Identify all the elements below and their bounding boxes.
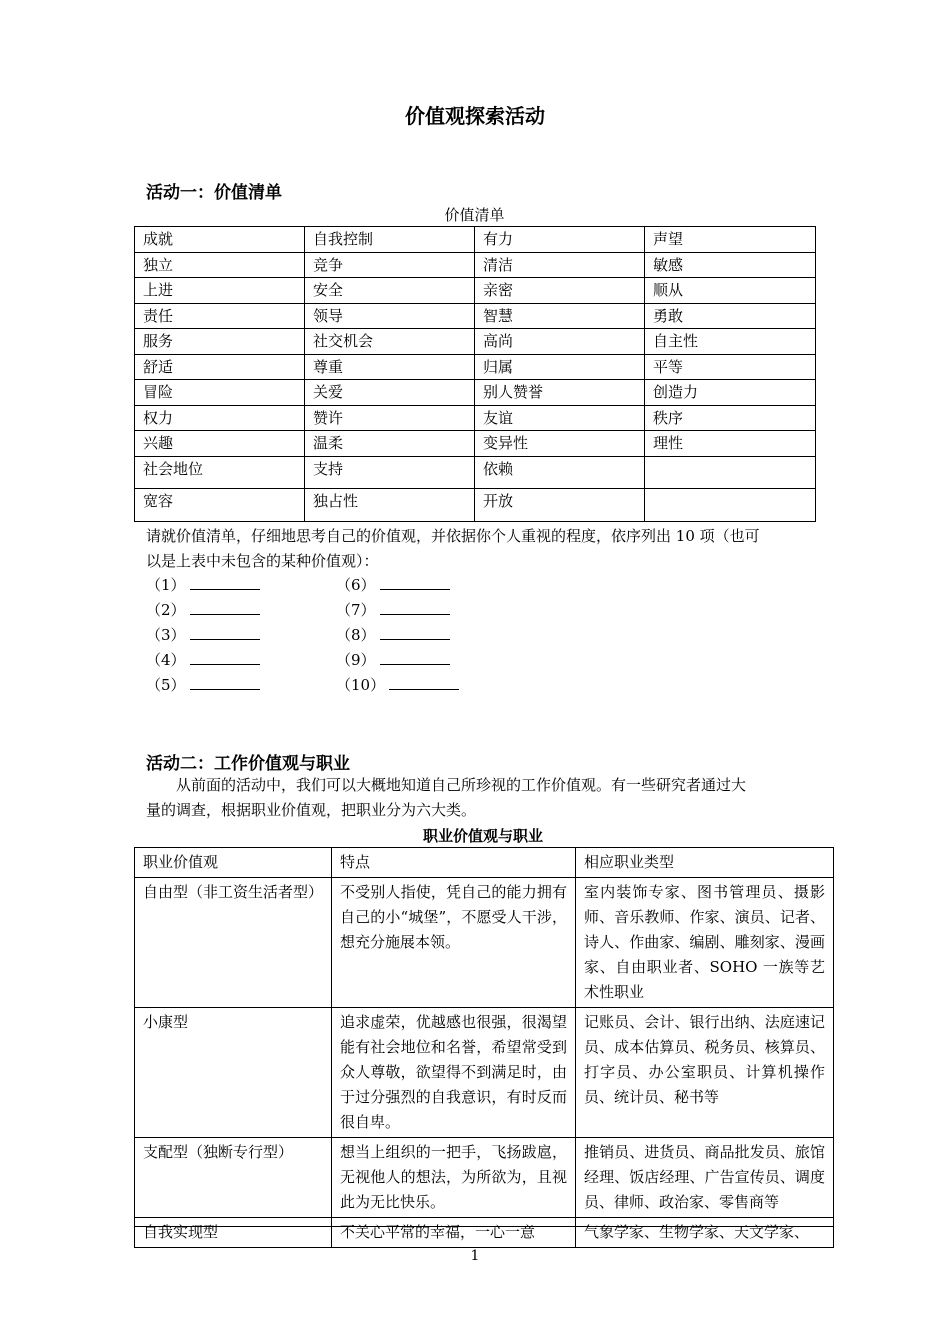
value-list-row [135,489,816,522]
rank-slot [146,673,260,698]
instruction-line-1: 请就价值清单，仔细地思考自己的价值观，并依据你个人重视的程度，依序列出 10 项（也可 [146,527,760,545]
rank-slot-blank[interactable] [190,574,260,590]
career-value-cell: 小康型 [135,1008,332,1138]
intro-line-2: 量的调查，根据职业价值观，把职业分为六大类。 [146,801,477,819]
value-list-cell: 智慧 [475,303,645,329]
value-list-row [135,431,816,457]
rank-slot-label: （1） [146,576,186,594]
rank-slot [146,648,260,673]
career-table-row [135,1138,834,1218]
value-list-cell: 冒险 [135,380,305,406]
value-list-cell: 变异性 [475,431,645,457]
value-list-cell: 开放 [475,489,645,522]
value-list-cell: 社会地位 [135,456,305,489]
header-cell: 特点 [332,848,576,878]
value-list-cell: 秩序 [645,405,816,431]
value-list-cell: 自我控制 [305,227,475,253]
value-list-row [135,380,816,406]
activity1-heading: 活动一：价值清单 [146,183,282,203]
career-table-row [135,1218,834,1248]
value-list-row [135,329,816,355]
rank-slots-right [336,573,459,698]
value-list-cell: 竞争 [305,252,475,278]
value-list-row [135,405,816,431]
header-cell: 相应职业类型 [576,848,834,878]
value-list-row [135,456,816,489]
value-list-cell: 理性 [645,431,816,457]
value-list-cell: 勇敢 [645,303,816,329]
rank-slot-blank[interactable] [190,649,260,665]
value-list-cell: 尊重 [305,354,475,380]
value-list-cell: 责任 [135,303,305,329]
value-list-cell: 温柔 [305,431,475,457]
header-cell: 职业价值观 [135,848,332,878]
career-table-header-row [135,848,834,878]
page-title: 价值观探索活动 [405,104,545,128]
rank-slot-label: （7） [336,601,376,619]
occupation-cell: 推销员、进货员、商品批发员、旅馆经理、饭店经理、广告宣传员、调度员、律师、政治家、零售商等 [576,1138,834,1218]
rank-slot [146,573,260,598]
instruction-line-2: 以是上表中未包含的某种价值观）： [146,552,379,570]
rank-slot-blank[interactable] [190,624,260,640]
occupation-cell: 气象学家、生物学家、天文学家、 [576,1218,834,1248]
rank-slot-label: （5） [146,676,186,694]
rank-slots-left [146,573,260,698]
rank-slot-blank[interactable] [389,674,459,690]
value-list-cell: 权力 [135,405,305,431]
value-list-row [135,278,816,304]
value-list-cell: 依赖 [475,456,645,489]
value-list-cell: 服务 [135,329,305,355]
value-list-row [135,354,816,380]
value-list-caption: 价值清单 [444,206,505,224]
value-list-cell: 独占性 [305,489,475,522]
rank-slot [336,598,459,623]
value-list-cell: 友谊 [475,405,645,431]
value-list-table [134,226,816,522]
value-list-cell: 支持 [305,456,475,489]
value-list-cell: 创造力 [645,380,816,406]
value-list-cell: 别人赞誉 [475,380,645,406]
rank-slot [336,673,459,698]
career-value-cell: 自由型（非工资生活者型） [135,878,332,1008]
value-list-cell: 自主性 [645,329,816,355]
rank-slot [146,623,260,648]
value-list-cell: 领导 [305,303,475,329]
trait-cell: 不关心平常的幸福，一心一意 [332,1218,576,1248]
trait-cell: 想当上组织的一把手，飞扬跋扈，无视他人的想法，为所欲为，且视此为无比快乐。 [332,1138,576,1218]
value-list-cell: 敏感 [645,252,816,278]
value-list-cell: 高尚 [475,329,645,355]
rank-slot-blank[interactable] [190,599,260,615]
rank-slot-label: （10） [336,676,386,694]
rank-slot [146,598,260,623]
career-table-row [135,1008,834,1138]
value-list-cell [645,489,816,522]
occupation-cell: 记账员、会计、银行出纳、法庭速记员、成本估算员、税务员、核算员、打字员、办公室职员、计算机操作员、统计员、秘书等 [576,1008,834,1138]
value-list-cell: 宽容 [135,489,305,522]
value-list-row [135,227,816,253]
value-list-cell: 归属 [475,354,645,380]
rank-slot-blank[interactable] [380,624,450,640]
rank-slot-label: （8） [336,626,376,644]
value-list-cell [645,456,816,489]
value-list-cell: 赞许 [305,405,475,431]
occupation-cell: 室内装饰专家、图书管理员、摄影师、音乐教师、作家、演员、记者、诗人、作曲家、编剧、雕刻家、漫画家、自由职业者、SOHO 一族等艺术性职业 [576,878,834,1008]
rank-slot-blank[interactable] [380,599,450,615]
career-values-table [134,847,834,1248]
trait-cell: 追求虚荣，优越感也很强，很渴望能有社会地位和名誉，希望常受到众人尊敬，欲望得不到满足时，由于过分强烈的自我意识，有时反而很自卑。 [332,1008,576,1138]
activity2-intro [146,773,826,823]
instruction-text [146,524,826,574]
rank-slot-blank[interactable] [190,674,260,690]
rank-slot-label: （3） [146,626,186,644]
value-list-cell: 兴趣 [135,431,305,457]
rank-slot [336,648,459,673]
value-list-cell: 成就 [135,227,305,253]
rank-slot-label: （6） [336,576,376,594]
value-list-row [135,303,816,329]
activity2-heading: 活动二：工作价值观与职业 [146,754,350,774]
page-number: 1 [470,1248,480,1264]
rank-slot-blank[interactable] [380,649,450,665]
value-list-cell: 独立 [135,252,305,278]
value-list-cell: 亲密 [475,278,645,304]
career-table-clip [134,847,834,1241]
intro-line-1: 从前面的活动中，我们可以大概地知道自己所珍视的工作价值观。有一些研究者通过大 [176,776,747,794]
value-list-row [135,252,816,278]
value-list-cell: 声望 [645,227,816,253]
career-table-caption: 职业价值观与职业 [422,827,543,845]
rank-slot-blank[interactable] [380,574,450,590]
value-list-cell: 上进 [135,278,305,304]
trait-cell: 不受别人指使，凭自己的能力拥有自己的小“城堡”，不愿受人干涉，想充分施展本领。 [332,878,576,1008]
value-list-cell: 安全 [305,278,475,304]
value-list-cell: 关爱 [305,380,475,406]
rank-slot-label: （2） [146,601,186,619]
value-list-cell: 顺从 [645,278,816,304]
rank-slot [336,573,459,598]
value-list-cell: 舒适 [135,354,305,380]
value-list-cell: 有力 [475,227,645,253]
rank-slot [336,623,459,648]
rank-slot-label: （4） [146,651,186,669]
value-list-cell: 清洁 [475,252,645,278]
career-value-cell: 支配型（独断专行型） [135,1138,332,1218]
rank-slot-label: （9） [336,651,376,669]
career-value-cell: 自我实现型 [135,1218,332,1248]
career-table-row [135,878,834,1008]
value-list-cell: 平等 [645,354,816,380]
value-list-cell: 社交机会 [305,329,475,355]
